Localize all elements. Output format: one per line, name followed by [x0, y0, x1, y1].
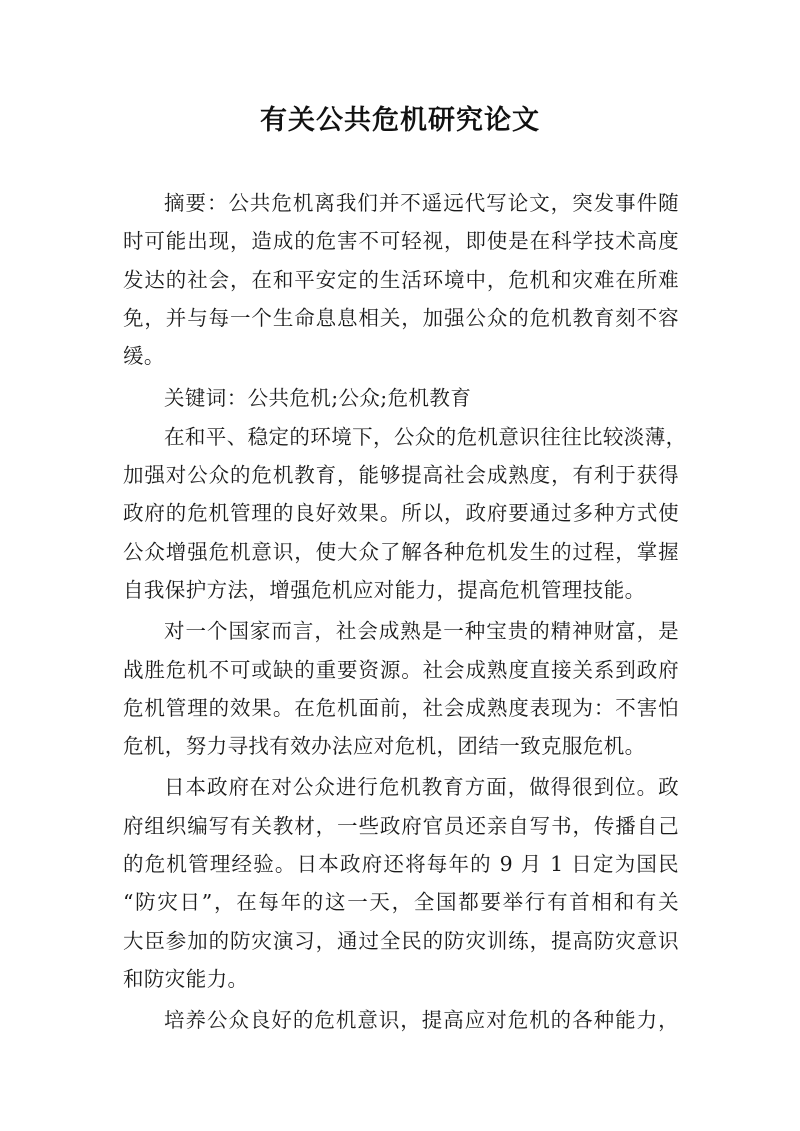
paragraph-line: 府组织编写有关教材，一些政府官员还亲自写书，传播自己 [123, 813, 679, 838]
body-paragraph [123, 1001, 679, 1039]
paragraph-line: 在和平、稳定的环境下，公众的危机意识往往比较淡薄， [164, 424, 687, 449]
paragraph-line: 对一个国家而言，社会成熟是一种宝贵的精神财富，是 [164, 619, 679, 644]
paragraph-line: 发达的社会，在和平安定的生活环境中，危机和灾难在所难 [123, 267, 679, 292]
paragraph-line: 政府的危机管理的良好效果。所以，政府要通过多种方式使 [123, 501, 679, 526]
document-title: 有关公共危机研究论文 [260, 105, 540, 136]
paragraph-line: 自我保护方法，增强危机应对能力，提高危机管理技能。 [123, 577, 646, 602]
paragraph-line: 关键词：公共危机;公众;危机教育 [164, 386, 472, 411]
paragraph-line: 培养公众良好的危机意识，提高应对危机的各种能力， [164, 1008, 679, 1033]
paragraph-line: 的危机管理经验。日本政府还将每年的 9 月 1 日定为国民 [123, 852, 679, 877]
paragraph-line: 免，并与每一个生命息息相关，加强公众的危机教育刻不容 [123, 305, 679, 330]
paragraph-line: 缓。 [123, 344, 165, 369]
paragraph-line: 危机管理的效果。在危机面前，社会成熟度表现为：不害怕 [123, 695, 679, 720]
body-paragraph [123, 612, 679, 765]
paragraph-line: 公众增强危机意识，使大众了解各种危机发生的过程，掌握 [123, 539, 679, 564]
paragraph-line: 时可能出现，造成的危害不可轻视，即使是在科学技术高度 [123, 229, 679, 254]
body-paragraph [123, 418, 687, 609]
abstract-paragraph [123, 184, 679, 375]
paragraph-line: 战胜危机不可或缺的重要资源。社会成熟度直接关系到政府 [123, 657, 679, 682]
paragraph-line: 危机，努力寻找有效办法应对危机，团结一致克服危机。 [123, 734, 646, 759]
paragraph-line: 和防灾能力。 [123, 966, 249, 991]
paragraph-line: 大臣参加的防灾演习，通过全民的防灾训练，提高防灾意识 [123, 928, 679, 953]
paragraph-line: 摘要：公共危机离我们并不遥远代写论文，突发事件随 [164, 191, 679, 215]
keywords-paragraph [123, 379, 679, 417]
paragraph-line: 日本政府在对公众进行危机教育方面，做得很到位。政 [164, 775, 679, 800]
paragraph-line: 加强对公众的危机教育，能够提高社会成熟度，有利于获得 [123, 463, 679, 488]
document-body [123, 184, 687, 1040]
body-paragraph [123, 768, 679, 998]
paragraph-line: “防灾日”，在每年的这一天，全国都要举行有首相和有关 [123, 890, 679, 915]
